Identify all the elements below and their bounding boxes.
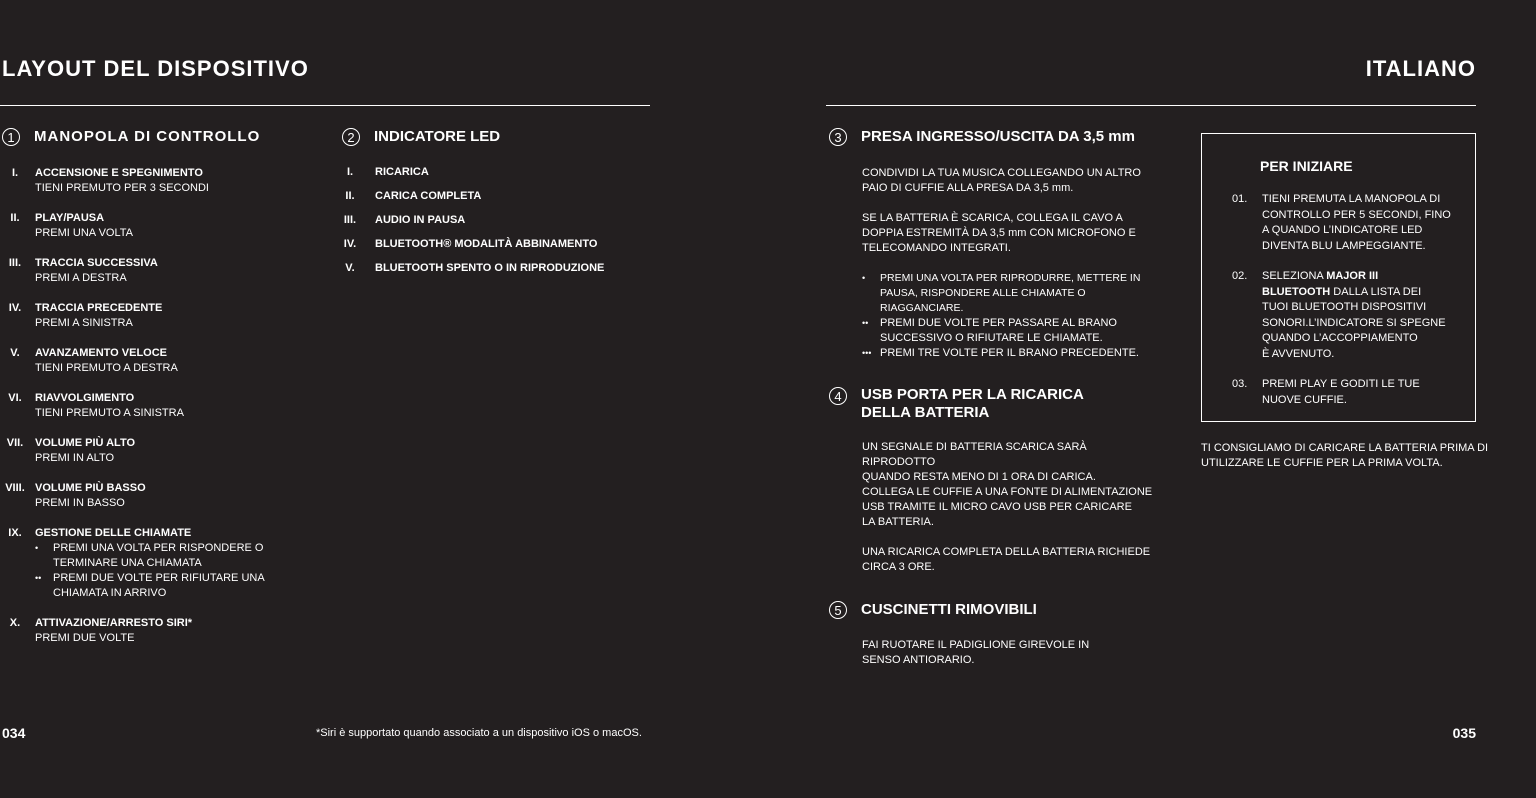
section-number-badge: 1 (2, 128, 20, 146)
section-title (861, 386, 1084, 422)
section-title: PRESA INGRESSO/USCITA DA 3,5 mm (861, 128, 1135, 145)
item-number: I. (346, 166, 354, 178)
item-title: VOLUME PIÙ ALTO (35, 437, 136, 449)
item-title: RIAVVOLGIMENTO (35, 392, 135, 404)
text-line: PAIO DI CUFFIE ALLA PRESA DA 3,5 mm. (862, 182, 1074, 194)
bullet-line: PAUSA, RISPONDERE ALLE CHIAMATE O RIAGGANCIARE. (880, 287, 1086, 314)
text-line: CIRCA 3 ORE. (862, 561, 935, 573)
item-text: BLUETOOTH® MODALITÀ ABBINAMENTO (375, 238, 598, 250)
text-line: CONDIVIDI LA TUA MUSICA COLLEGANDO UN ALTRO (862, 167, 1141, 179)
item-desc: TIENI PREMUTO A DESTRA (35, 362, 178, 374)
item-number: III. (343, 214, 357, 226)
section-cushions-heading (829, 601, 1037, 619)
item-number: IV. (8, 302, 22, 314)
bullet-line: PREMI UNA VOLTA PER RIPRODURRE, METTERE IN (880, 272, 1141, 284)
bullet-line: CHIAMATA IN ARRIVO (53, 587, 167, 599)
list-item (0, 436, 135, 466)
charging-note (1201, 441, 1501, 471)
item-title: ATTIVAZIONE/ARRESTO SIRI* (35, 617, 193, 629)
list-item (0, 526, 265, 601)
step-line: A QUANDO L’INDICATORE LED (1262, 224, 1423, 236)
section-number-badge: 2 (342, 128, 360, 146)
bullet-dots: • (35, 543, 39, 553)
item-title: TRACCIA SUCCESSIVA (35, 257, 158, 269)
step-line: SONORI.L’INDICATORE SI SPEGNE (1262, 316, 1446, 329)
section-title: CUSCINETTI RIMOVIBILI (861, 601, 1037, 618)
call-bullet (35, 541, 265, 571)
item-desc: TIENI PREMUTO A SINISTRA (35, 407, 184, 419)
section-title: INDICATORE LED (374, 128, 501, 145)
getting-started-title: PER INIZIARE (1260, 158, 1353, 174)
item-desc: PREMI DUE VOLTE (35, 632, 135, 644)
bullet-line: PREMI DUE VOLTE PER RIFIUTARE UNA (53, 572, 265, 584)
item-title: ACCENSIONE E SPEGNIMENTO (35, 167, 203, 179)
step-item (1202, 377, 1472, 408)
item-desc: PREMI A SINISTRA (35, 317, 133, 329)
section-title: MANOPOLA DI CONTROLLO (34, 128, 261, 145)
item-desc: PREMI UNA VOLTA (35, 227, 134, 239)
step-line: DIVENTA BLU LAMPEGGIANTE. (1262, 239, 1426, 252)
step-item (1202, 192, 1472, 254)
usb-description (862, 440, 1162, 575)
right-page-title: ITALIANO (1365, 56, 1476, 81)
bullet-dots: •• (35, 573, 42, 583)
step-line: È AVVENUTO. (1262, 347, 1335, 360)
list-item (0, 301, 162, 331)
item-number: V. (345, 262, 355, 274)
bullet-dots: ••• (862, 348, 872, 358)
list-item (335, 214, 465, 226)
left-page-title: LAYOUT DEL DISPOSITIVO (2, 56, 309, 81)
item-title: PLAY/PAUSA (35, 212, 105, 224)
jack-description (862, 166, 1162, 361)
remote-bullet (862, 346, 1162, 361)
bullet-dots: • (862, 273, 866, 283)
step-line: TUOI BLUETOOTH DISPOSITIVI (1262, 301, 1427, 313)
text-line: FAI RUOTARE IL PADIGLIONE GIREVOLE IN (862, 639, 1090, 651)
item-desc: TIENI PREMUTO PER 3 SECONDI (35, 182, 209, 194)
list-item (335, 190, 481, 202)
item-number: III. (8, 257, 22, 269)
item-text: AUDIO IN PAUSA (375, 214, 466, 226)
item-number: II. (10, 212, 20, 224)
item-text: RICARICA (375, 166, 429, 178)
item-text: CARICA COMPLETA (375, 190, 482, 202)
section-usb-heading (829, 386, 1084, 422)
right-divider (826, 105, 1476, 106)
section-number-badge: 4 (829, 387, 847, 405)
text-line: UTILIZZARE LE CUFFIE PER LA PRIMA VOLTA. (1201, 457, 1443, 469)
title-line: USB PORTA PER LA RICARICA (861, 386, 1084, 403)
product-name: MAJOR III (1326, 270, 1379, 282)
call-bullet (35, 571, 265, 601)
list-item (0, 166, 209, 196)
bullet-line: PREMI TRE VOLTE PER IL BRANO PRECEDENTE. (880, 347, 1139, 359)
bullet-dots: •• (862, 318, 869, 328)
list-item (335, 238, 597, 250)
list-item (0, 616, 192, 646)
item-number: I. (11, 167, 19, 179)
step-number: 02. (1232, 270, 1248, 282)
list-item (0, 211, 133, 241)
step-line: TIENI PREMUTA LA MANOPOLA DI (1262, 193, 1441, 205)
step-line: CONTROLLO PER 5 SECONDI, FINO (1262, 208, 1451, 221)
section-control-knob-heading (2, 128, 260, 146)
item-desc: PREMI A DESTRA (35, 272, 127, 284)
item-number: IV. (343, 238, 357, 250)
right-page-number: 035 (1452, 725, 1476, 741)
item-number: X. (9, 617, 21, 629)
text-line: QUANDO RESTA MENO DI 1 ORA DI CARICA. (862, 471, 1096, 483)
item-title: TRACCIA PRECEDENTE (35, 302, 163, 314)
cushions-description (862, 638, 1162, 668)
getting-started-box (1201, 133, 1476, 422)
text-line: USB TRAMITE IL MICRO CAVO USB PER CARICARE (862, 501, 1132, 513)
item-number: VI. (8, 392, 22, 404)
item-desc: PREMI IN BASSO (35, 497, 125, 509)
item-title: VOLUME PIÙ BASSO (35, 482, 146, 494)
section-led-heading (342, 128, 500, 146)
text-line: COLLEGA LE CUFFIE A UNA FONTE DI ALIMENTAZIONE (862, 486, 1153, 498)
text-line: SE LA BATTERIA È SCARICA, COLLEGA IL CAVO A (862, 212, 1123, 224)
list-item (335, 166, 429, 178)
text-line: TI CONSIGLIAMO DI CARICARE LA BATTERIA PRIMA DI (1201, 442, 1489, 454)
left-page-number: 034 (2, 725, 26, 741)
item-number: VIII. (5, 482, 25, 494)
list-item (0, 256, 158, 286)
step-item (1202, 269, 1472, 362)
text-line: LA BATTERIA. (862, 516, 934, 528)
item-title: AVANZAMENTO VELOCE (35, 347, 168, 359)
item-number: IX. (8, 527, 22, 539)
text-line: UNA RICARICA COMPLETA DELLA BATTERIA RICHIEDE (862, 546, 1151, 558)
item-title: GESTIONE DELLE CHIAMATE (35, 527, 192, 539)
siri-footnote: *Siri è supportato quando associato a un dispositivo iOS o macOS. (316, 727, 642, 739)
bullet-line: PREMI UNA VOLTA PER RISPONDERE O (53, 542, 264, 554)
text-line: SENSO ANTIORARIO. (862, 654, 975, 666)
section-number-badge: 5 (829, 601, 847, 619)
step-text: DALLA LISTA DEI (1330, 285, 1422, 298)
list-item (335, 262, 604, 274)
item-number: II. (345, 190, 355, 202)
list-item (0, 391, 184, 421)
product-name: BLUETOOTH (1262, 285, 1331, 298)
step-line: PREMI PLAY E GODITI LE TUE (1262, 378, 1420, 390)
step-number: 03. (1232, 378, 1248, 390)
item-number: VII. (6, 437, 24, 449)
item-text: BLUETOOTH SPENTO O IN RIPRODUZIONE (375, 262, 605, 274)
left-divider (0, 105, 650, 106)
step-line: NUOVE CUFFIE. (1262, 393, 1347, 406)
section-jack-heading (829, 128, 1135, 146)
title-line: DELLA BATTERIA (861, 404, 990, 421)
list-item (0, 481, 146, 511)
list-item (0, 346, 178, 376)
step-number: 01. (1232, 193, 1248, 205)
steps-list (1202, 192, 1472, 423)
remote-bullet (862, 271, 1162, 316)
step-text: SELEZIONA (1262, 270, 1327, 282)
bullet-line: SUCCESSIVO O RIFIUTARE LE CHIAMATE. (880, 332, 1103, 344)
item-number: V. (10, 347, 20, 359)
bullet-line: TERMINARE UNA CHIAMATA (53, 557, 202, 569)
remote-bullet (862, 316, 1162, 346)
item-desc: PREMI IN ALTO (35, 452, 115, 464)
text-line: TELECOMANDO INTEGRATI. (862, 242, 1011, 254)
bullet-line: PREMI DUE VOLTE PER PASSARE AL BRANO (880, 317, 1117, 329)
step-line: QUANDO L’ACCOPPIAMENTO (1262, 332, 1418, 344)
text-line: UN SEGNALE DI BATTERIA SCARICA SARÀ RIPRODOTTO (862, 441, 1087, 468)
text-line: DOPPIA ESTREMITÀ DA 3,5 mm CON MICROFONO E (862, 227, 1136, 239)
section-number-badge: 3 (829, 128, 847, 146)
